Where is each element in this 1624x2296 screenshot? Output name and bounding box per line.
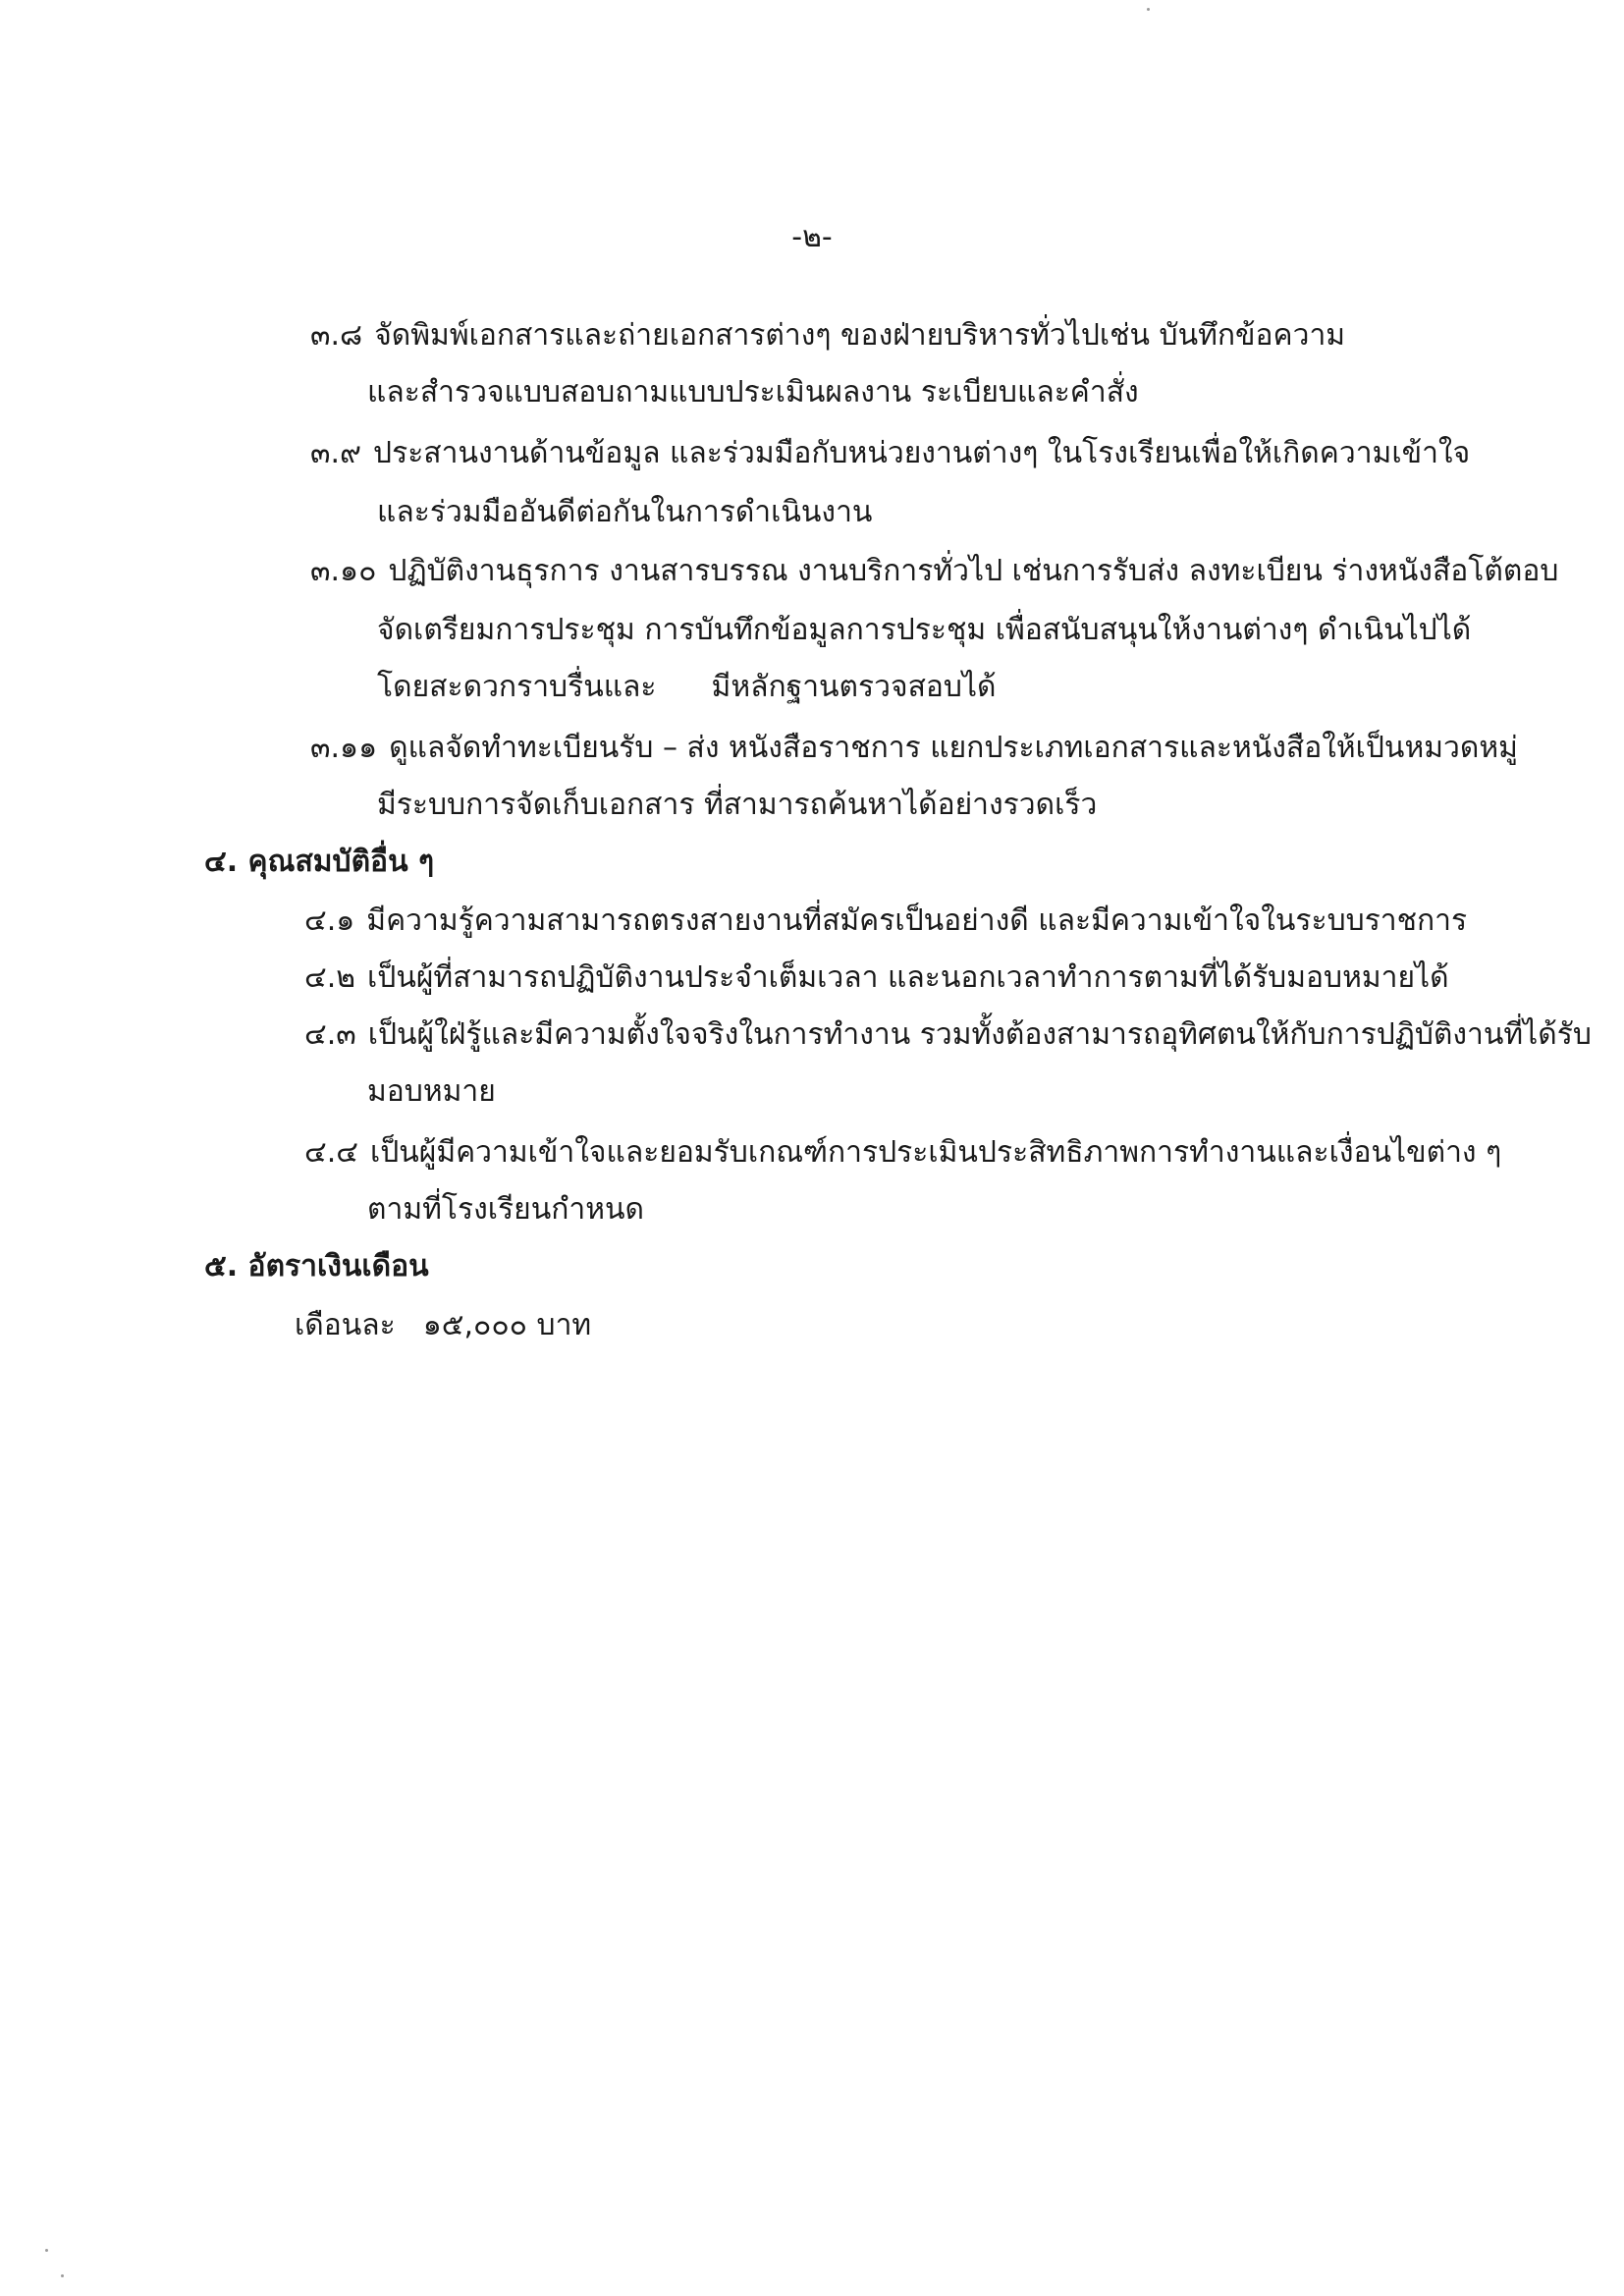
item-number: ๔.๒: [304, 960, 356, 995]
item-4-4-line-1: [304, 1133, 1501, 1173]
item-number: ๓.๘: [310, 318, 363, 353]
item-4-2-line-1: [304, 958, 1449, 998]
item-number: ๓.๙: [310, 436, 362, 470]
item-text: เป็นผู้ที่สามารถปฏิบัติงานประจำเต็มเวลา และนอกเวลาทำการตามที่ได้รับมอบหมายได้: [367, 960, 1449, 995]
item-number: ๓.๑๐: [310, 554, 377, 588]
item-text-part-b: มีหลักฐานตรวจสอบได้: [711, 670, 997, 704]
item-3-8-line-2: และสำรวจแบบสอบถามแบบประเมินผลงาน ระเบียบและคำสั่ง: [367, 375, 1139, 410]
item-3-9-line-2: และร่วมมืออันดีต่อกันในการดำเนินงาน: [377, 495, 873, 529]
item-4-1-line-1: [304, 902, 1467, 941]
item-3-9-line-1: [310, 434, 1470, 473]
item-4-3-line-1: [304, 1015, 1592, 1055]
page-number: -๒-: [791, 220, 833, 254]
item-number: ๔.๓: [304, 1017, 356, 1052]
item-text: ดูแลจัดทำทะเบียนรับ – ส่ง หนังสือราชการ แยกประเภทเอกสารและหนังสือให้เป็นหมวดหมู่: [389, 731, 1518, 765]
item-number: ๔.๑: [304, 903, 355, 938]
item-number: ๓.๑๑: [310, 731, 378, 765]
item-text: เป็นผู้ใฝ่รู้และมีความตั้งใจจริงในการทำงาน รวมทั้งต้องสามารถอุทิศตนให้กับการปฏิบัติงานที่ได้รับ: [367, 1017, 1592, 1052]
item-number: ๔.๔: [304, 1135, 358, 1170]
scan-speck: [61, 2274, 64, 2277]
item-3-11-line-1: [310, 729, 1518, 768]
item-3-10-line-3: [377, 668, 997, 707]
scan-speck: [1147, 8, 1150, 11]
salary-unit: บาท: [536, 1308, 592, 1342]
item-3-10-line-1: [310, 552, 1558, 591]
item-text: เป็นผู้มีความเข้าใจและยอมรับเกณฑ์การประเมินประสิทธิภาพการทำงานและเงื่อนไขต่าง ๆ: [369, 1135, 1502, 1170]
salary-line: [295, 1306, 591, 1345]
item-text: มีความรู้ความสามารถตรงสายงานที่สมัครเป็นอย่างดี และมีความเข้าใจในระบบราชการ: [366, 903, 1468, 938]
item-4-3-line-2: มอบหมาย: [367, 1074, 496, 1109]
item-3-11-line-2: มีระบบการจัดเก็บเอกสาร ที่สามารถค้นหาได้อย่างรวดเร็ว: [377, 788, 1098, 822]
item-3-10-line-2: จัดเตรียมการประชุม การบันทึกข้อมูลการประชุม เพื่อสนับสนุนให้งานต่างๆ ดำเนินไปได้: [377, 613, 1472, 647]
item-text-part-a: โดยสะดวกราบรื่นและ: [377, 670, 657, 704]
item-text: จัดพิมพ์เอกสารและถ่ายเอกสารต่างๆ ของฝ่ายบริหารทั่วไปเช่น บันทึกข้อความ: [374, 318, 1346, 353]
section-4-heading: ๔. คุณสมบัติอื่น ๆ: [204, 845, 435, 879]
item-text: ปฏิบัติงานธุรการ งานสารบรรณ งานบริการทั่วไป เช่นการรับส่ง ลงทะเบียน ร่างหนังสือโต้ตอบ: [388, 554, 1559, 588]
salary-amount: ๑๕,๐๐๐: [422, 1308, 527, 1342]
item-4-4-line-2: ตามที่โรงเรียนกำหนด: [367, 1192, 644, 1227]
section-5-heading: ๕. อัตราเงินเดือน: [204, 1249, 429, 1284]
salary-label: เดือนละ: [295, 1308, 396, 1342]
scan-speck: [45, 2249, 48, 2252]
item-3-8-line-1: [310, 316, 1345, 355]
item-text: ประสานงานด้านข้อมูล และร่วมมือกับหน่วยงานต่างๆ ในโรงเรียนเพื่อให้เกิดความเข้าใจ: [373, 436, 1471, 470]
